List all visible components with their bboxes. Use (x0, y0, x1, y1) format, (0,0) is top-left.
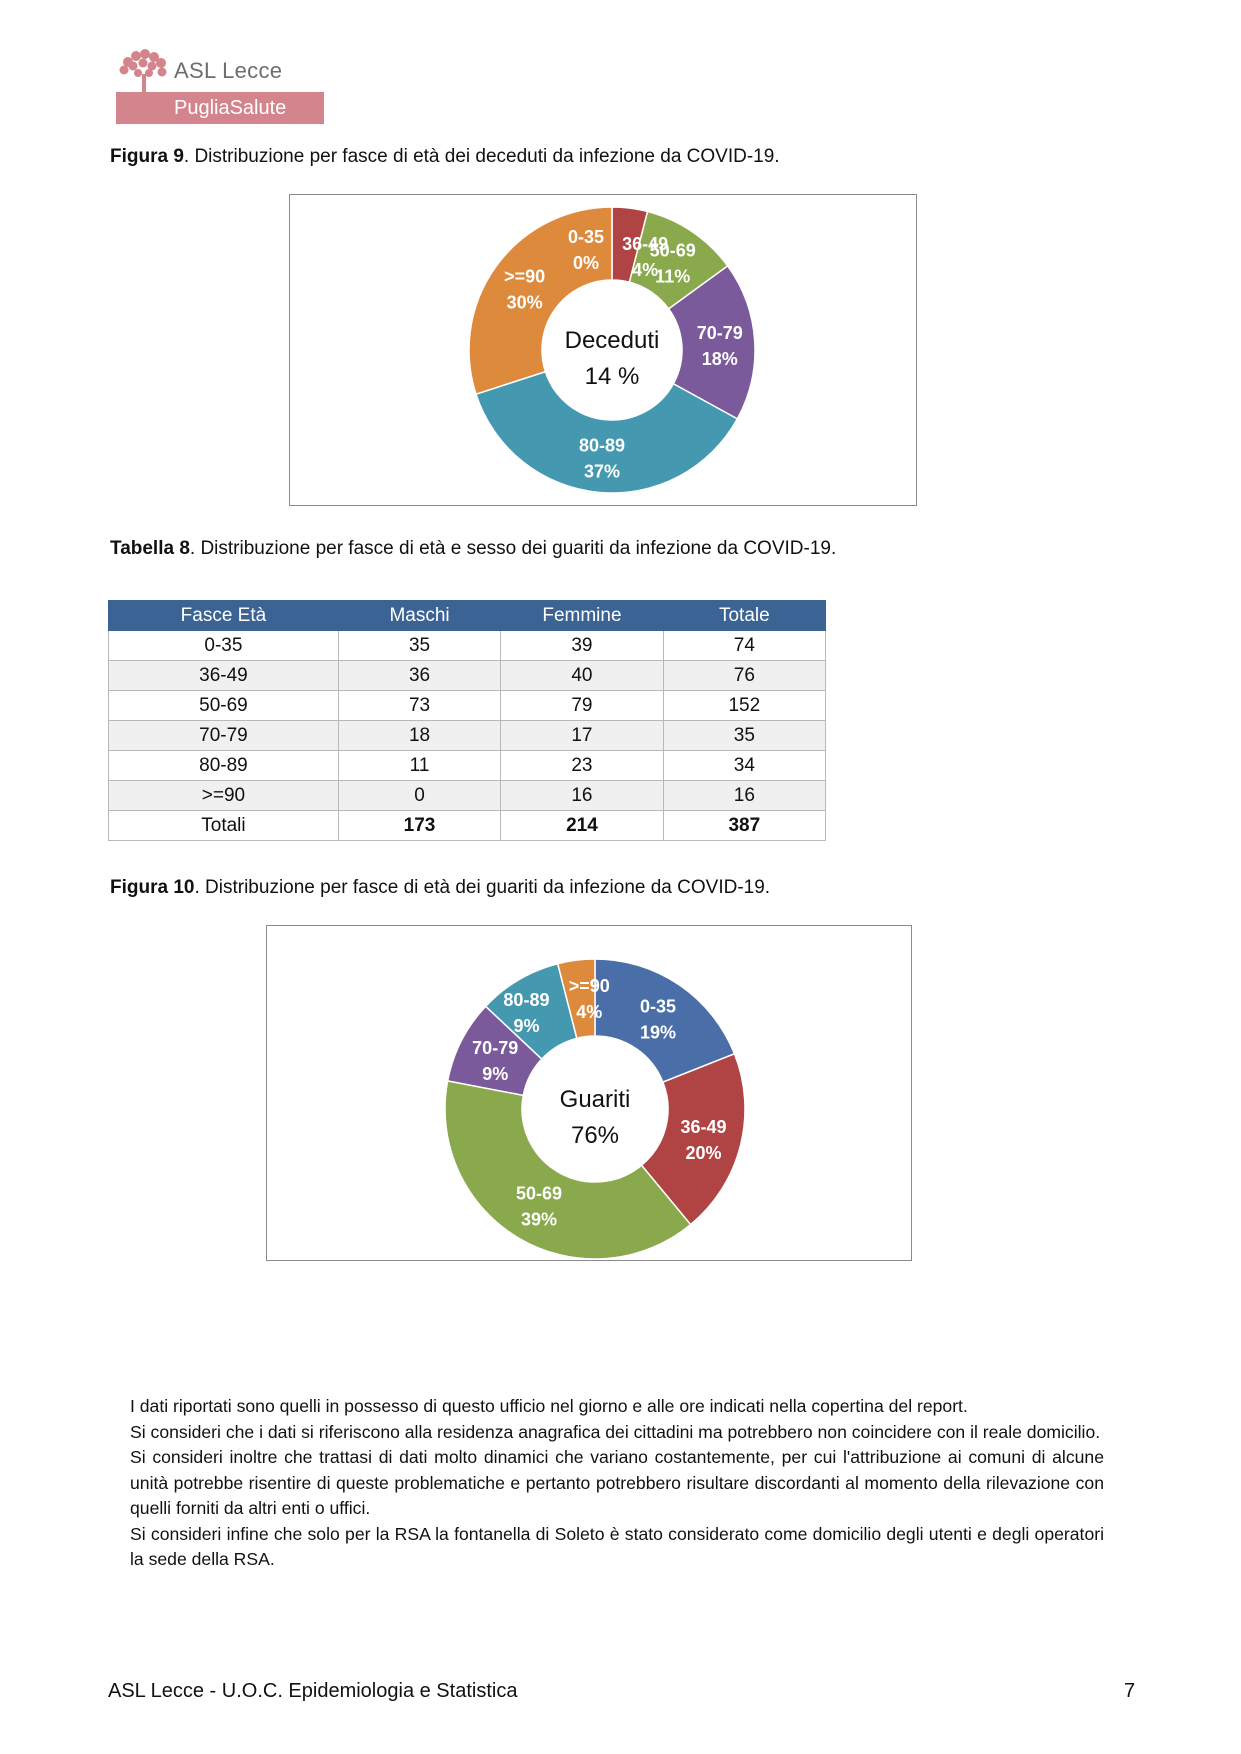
cell: 35 (338, 631, 500, 661)
slice-percent-label: 11% (655, 266, 691, 287)
cell: 70-79 (109, 721, 339, 751)
table8-caption-text: . Distribuzione per fasce di età e sesso dei guariti da infezione da COVID-19. (189, 538, 837, 559)
col-header-totale: Totale (663, 601, 825, 631)
cell: 36 (338, 661, 500, 691)
cell: Totali (109, 811, 339, 841)
cell: 35 (663, 721, 825, 751)
table-header-row (109, 601, 826, 631)
tree-logo-icon (116, 48, 172, 92)
asl-logo (116, 48, 326, 90)
slice-percent-label: 19% (639, 1022, 676, 1043)
cell: 16 (501, 781, 663, 811)
slice-category-label: 50-69 (649, 240, 696, 261)
table-row (109, 781, 826, 811)
cell: 36-49 (109, 661, 339, 691)
slice-percent-label: 4% (576, 1001, 603, 1022)
table-row (109, 691, 826, 721)
slice-percent-label: 18% (701, 349, 738, 370)
page-number: 7 (1124, 1680, 1136, 1702)
cell: 23 (501, 751, 663, 781)
slice-category-label: 36-49 (622, 233, 669, 254)
slice-percent-label: 9% (482, 1064, 509, 1085)
cell: 80-89 (109, 751, 339, 781)
table-row (109, 631, 826, 661)
slice-percent-label: 4% (632, 259, 659, 280)
figure9-chart-frame (289, 194, 917, 506)
col-header-femmine: Femmine (501, 601, 663, 631)
guariti-age-sex-table (108, 600, 826, 841)
slice-category-label: 80-89 (503, 990, 550, 1011)
slice-category-label: >=90 (504, 266, 546, 287)
cell: 0 (338, 781, 500, 811)
donut-center-title: Guariti (559, 1086, 631, 1113)
note-paragraph: I dati riportati sono quelli in possesso di questo ufficio nel giorno e alle ore indicati nella copertina del report. (130, 1396, 968, 1416)
notes-block (130, 1394, 1104, 1573)
donut-center-value: 76% (570, 1122, 620, 1149)
note-paragraph: Si consideri infine che solo per la RSA la fontanella di Soleto è stato considerato come domicilio degli utenti e degli operatori la sede della RSA. (130, 1523, 1104, 1569)
slice-percent-label: 20% (685, 1142, 722, 1163)
slice-category-label: 80-89 (579, 435, 626, 456)
figure10-caption-label: Figura 10 (110, 877, 195, 898)
slice-category-label: 50-69 (515, 1183, 563, 1204)
table-row (109, 751, 826, 781)
logo-name: ASL Lecce (174, 58, 283, 83)
figure10-caption (110, 877, 770, 899)
cell: 0-35 (109, 631, 339, 661)
cell: 39 (501, 631, 663, 661)
slice-category-label: 70-79 (472, 1038, 519, 1059)
cell: 214 (501, 811, 663, 841)
figure10-chart-frame (266, 925, 912, 1261)
cell: 16 (663, 781, 825, 811)
slice-category-label: 0-35 (567, 227, 605, 247)
col-header-maschi: Maschi (338, 601, 500, 631)
slice-percent-label: 30% (506, 292, 543, 313)
slice-category-label: 36-49 (680, 1116, 727, 1137)
table8-caption-label: Tabella 8 (110, 538, 190, 559)
cell: 11 (338, 751, 500, 781)
cell: 17 (501, 721, 663, 751)
figure9-caption (110, 146, 780, 168)
slice-category-label: >=90 (568, 975, 610, 996)
cell: 74 (663, 631, 825, 661)
deceduti-donut-chart (290, 195, 915, 504)
figure10-caption-text: . Distribuzione per fasce di età dei guariti da infezione da COVID-19. (194, 877, 771, 898)
note-paragraph: Si consideri che i dati si riferiscono alla residenza anagrafica dei cittadini ma potrebbero non coincidere con il reale domicilio. (130, 1421, 1101, 1442)
slice-category-label: 0-35 (639, 996, 676, 1017)
slice-percent-label: 39% (520, 1209, 558, 1230)
table-row (109, 661, 826, 691)
logo-bar: PugliaSalute (116, 92, 324, 124)
cell: 18 (338, 721, 500, 751)
cell: 50-69 (109, 691, 339, 721)
slice-percent-label: 37% (584, 461, 621, 482)
note-paragraph: Si consideri inoltre che trattasi di dati molto dinamici che variano costantemente, per cui l'attribuzione ai comuni di alcune unità potrebbe risentire di queste problematiche e pertanto potrebbero risultare discordanti al momento della rilevazione con quelli forniti da altri enti o uffici. (130, 1447, 1104, 1518)
cell: 73 (338, 691, 500, 721)
col-header-fasce: Fasce Età (109, 601, 339, 631)
cell: 79 (501, 691, 663, 721)
figure9-caption-label: Figura 9 (110, 146, 184, 167)
donut-center-title: Deceduti (564, 327, 660, 354)
cell: 387 (663, 811, 825, 841)
slice-percent-label: 0% (572, 253, 600, 273)
cell: 173 (338, 811, 500, 841)
slice-percent-label: 9% (513, 1016, 540, 1037)
donut-center-value: 14 % (584, 363, 640, 390)
table8-caption (110, 538, 836, 560)
cell: 40 (501, 661, 663, 691)
slice-category-label: 70-79 (696, 323, 743, 344)
cell: 76 (663, 661, 825, 691)
figure9-caption-text: . Distribuzione per fasce di età dei deceduti da infezione da COVID-19. (183, 146, 780, 167)
table-totals-row (109, 811, 826, 841)
table-row (109, 721, 826, 751)
cell: 152 (663, 691, 825, 721)
cell: >=90 (109, 781, 339, 811)
cell: 34 (663, 751, 825, 781)
footer-text: ASL Lecce - U.O.C. Epidemiologia e Statistica (108, 1680, 518, 1702)
guariti-donut-chart (267, 926, 910, 1259)
